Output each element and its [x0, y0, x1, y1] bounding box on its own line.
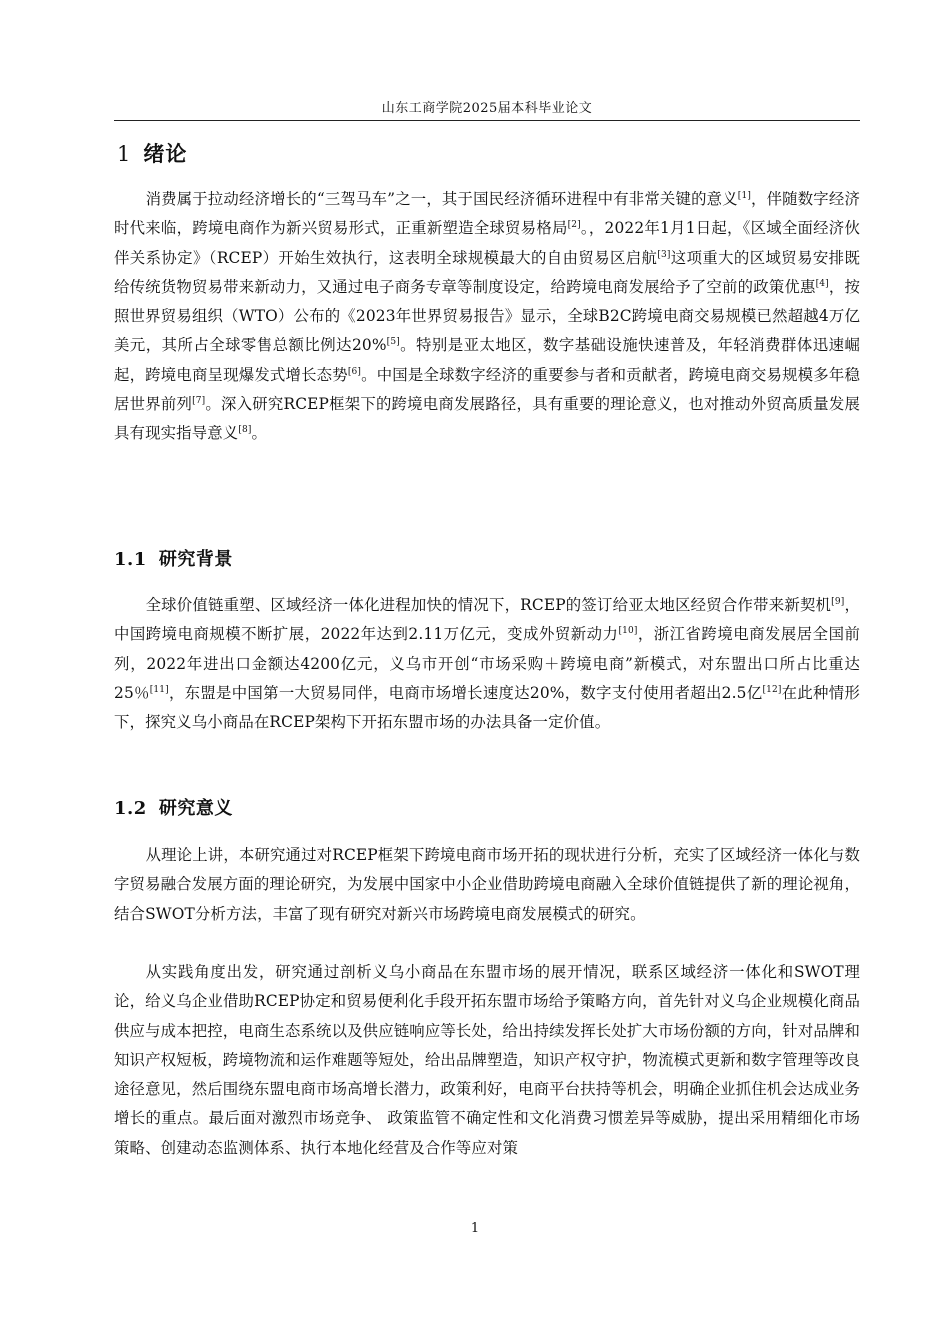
paragraph-text: 。特别是亚太地区，数字基础设施快速普及，年轻消费群体迅速崛起，跨境电商呈现爆发式增长态势	[114, 336, 860, 384]
page-number: 1	[470, 1221, 480, 1236]
paragraph-significance-theory	[114, 841, 860, 929]
paragraph-text: ，伴随数字经济时代来临，跨境电商作为新兴贸易形式，正重新塑造全球贸易格局	[114, 190, 860, 238]
paragraph-intro	[114, 185, 860, 449]
citation-ref: [11]	[149, 684, 169, 695]
section-title-significance	[114, 797, 233, 821]
paragraph-text: ，按照世界贸易组织（WTO）公布的《2023年世界贸易报告》显示，全球B2C跨境电商交易规模已然超越4万亿美元，其所占全球零售总额比例达20%	[114, 277, 860, 355]
chapter-title	[117, 140, 187, 168]
paragraph-text: 在此种情形下，探究义乌小商品在RCEP架构下开拓东盟市场的办法具备一定价值。	[114, 683, 860, 732]
paragraph-text: 从实践角度出发，研究通过剖析义乌小商品在东盟市场的展开情况，联系区域经济一体化和SWOT理论，给义乌企业借助RCEP协定和贸易便利化手段开拓东盟市场给予策略方向，首先针对义乌企业规模化商品供应与成本把控，电商生态系统以及供应链响应等长处，给出持续发挥长处扩大市场份额的方向，针对品牌和知识产权短板，跨境物流和运作难题等短处，给出品牌塑造，知识产权守护，物流模式更新和数字管理等改良途径意见，然后围绕东盟电商市场高增长潜力，政策利好，电商平台扶持等机会，明确企业抓住机会达成业务增长的重点。最后面对激烈市场竞争、 政策监管不确定性和文化消费习惯差异等威胁，提出采用精细化市场策略、创建动态监测体系、执行本地化经营及合作等应对策	[114, 963, 860, 1157]
paragraph-text: ，中国跨境电商规模不断扩展，2022年达到2.11万亿元，变成外贸新动力	[114, 596, 860, 644]
paragraph-text: 。中国是全球数字经济的重要参与者和贡献者，跨境电商交易规模多年稳居世界前列	[114, 365, 860, 414]
paragraph-significance-practice	[114, 958, 860, 1163]
paragraph-text: 。深入研究RCEP框架下的跨境电商发展路径，具有重要的理论意义，也对推动外贸高质量发展具有现实指导意义	[114, 395, 860, 443]
paragraph-text: 。，2022年1月1日起，《区域全面经济伙伴关系协定》（RCEP）开始生效执行，这表明全球规模最大的自由贸易区启航	[114, 219, 860, 267]
paragraph-text: ，浙江省跨境电商发展居全国前列，2022年进出口金额达4200亿元，义乌市开创“市场采购＋跨境电商”新模式，对东盟出口所占比重达25％	[114, 625, 861, 702]
paragraph-background	[114, 591, 860, 737]
paragraph-text: ，东盟是中国第一大贸易同伴，电商市场增长速度达20%，数字支付使用者超出2.5亿	[168, 683, 763, 702]
section-title-text: 研究背景	[158, 549, 233, 570]
citation-ref: [5]	[386, 337, 400, 348]
paragraph-text: 消费属于拉动经济增长的“三驾马车”之一，其于国民经济循环进程中有非常关键的意义	[145, 190, 738, 208]
chapter-title-text: 绪论	[143, 141, 188, 166]
paragraph-text: 从理论上讲，本研究通过对RCEP框架下跨境电商市场开拓的现状进行分析，充实了区域经济一体化与数字贸易融合发展方面的理论研究，为发展中国家中小企业借助跨境电商融入全球价值链提供了新的理论视角，结合SWOT分析方法，丰富了现有研究对新兴市场跨境电商发展模式的研究。	[114, 846, 860, 923]
citation-ref: [7]	[192, 396, 206, 407]
citation-ref: [6]	[347, 366, 362, 377]
running-header: 山东工商学院2025届本科毕业论文	[381, 101, 593, 116]
section-title-text: 研究意义	[158, 798, 233, 819]
paragraph-text: 这项重大的区域贸易安排既给传统货物贸易带来新动力，又通过电子商务专章等制度设定，给跨境电商发展给予了空前的政策优惠	[114, 248, 860, 296]
paragraph-text: 。	[251, 424, 268, 443]
citation-ref: [1]	[737, 191, 751, 201]
chapter-number: 1	[117, 142, 132, 166]
section-title-background	[114, 548, 233, 572]
citation-ref: [8]	[238, 425, 252, 436]
citation-ref: [12]	[762, 684, 782, 695]
citation-ref: [4]	[815, 278, 829, 289]
citation-ref: [2]	[567, 220, 581, 231]
citation-ref: [10]	[618, 626, 638, 637]
section-number: 1.1	[114, 549, 147, 570]
citation-ref: [3]	[657, 249, 671, 260]
header-rule	[114, 120, 860, 121]
citation-ref: [9]	[831, 597, 845, 607]
paragraph-text: 全球价值链重塑、区域经济一体化进程加快的情况下，RCEP的签订给亚太地区经贸合作带来新契机	[145, 596, 832, 614]
section-number: 1.2	[114, 798, 147, 819]
